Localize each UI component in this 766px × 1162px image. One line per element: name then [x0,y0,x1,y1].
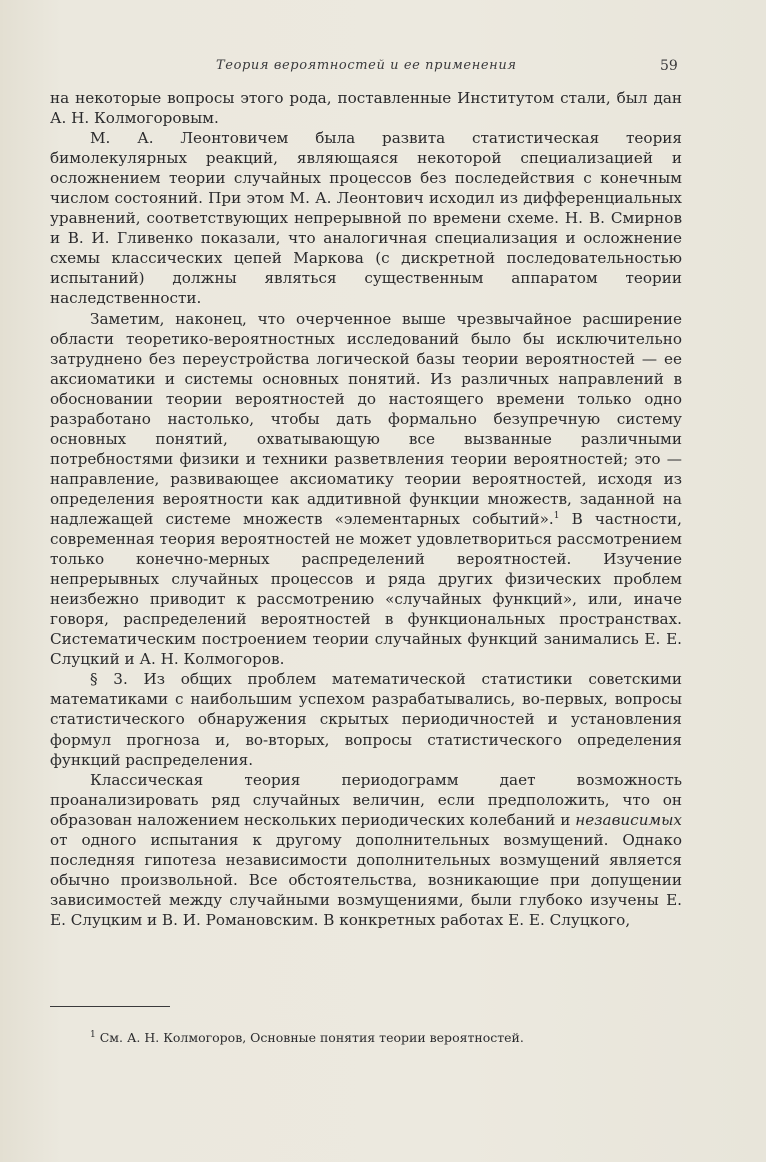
footnote [90,1030,690,1045]
paragraph-axiomatics-part2: В частности, современная теория вероятностей не может удовлетвориться рассмотрением только конечно-мерных распределений вероятностей. Изучение непрерывных случайных процессов и ряда других физических проблем неизбежно приводит к рассмотрению «случайных функций», или, иначе говоря, распределений вероятностей в функциональных пространствах. Систематическим построением теории случайных функций занимались Е. Е. Слуцкий и А. Н. Колмогоров. [50,509,682,669]
running-title: Теория вероятностей и ее применения [216,58,517,73]
paragraph-periodogram-part2: от одного испытания к другому дополнительных возмущений. Однако последняя гипотеза независимости дополнительных возмущений является обычно произвольной. Все обстоятельства, возникающие при допущении зависимостей между случайными возмущениями, были глубоко изучены Е. Е. Слуцким и В. И. Романовским. В конкретных работах Е. Е. Слуцкого, [50,830,682,929]
footnote-reference: 1 [553,510,560,521]
footnote-mark: 1 [90,1029,96,1040]
running-head [0,58,766,80]
paragraph-leontovich: М. А. Леонтовичем была развита статистическая теория бимолекулярных реакций, являющаяся некоторой специализацией и осложнением теории случайных процессов без последействия с конечным числом состояний. При этом М. А. Леонтович исходил из дифференциальных уравнений, соответствующих непрерывной по времени схеме. Н. В. Смирнов и В. И. Гливенко показали, что аналогичная специализация и осложнение схемы классических цепей Маркова (с дискретной последовательностью испытаний) должны являться существенным аппаратом теории наследственности. [50,129,682,308]
page-number: 59 [660,58,678,74]
body-text [50,88,682,930]
footnote-divider [50,1006,170,1007]
paragraph-periodogram-part1: Классическая теория периодограмм дает возможность проанализировать ряд случайных величин, если предположить, что он образован наложением нескольких периодических колебаний и [50,770,682,829]
paragraph-periodogram [50,770,682,930]
paragraph-axiomatics [50,309,682,670]
emphasis-word: независимых [575,810,682,829]
paragraph-section-3: § 3. Из общих проблем математической статистики советскими математиками с наибольшим успехом разрабатывались, во-первых, вопросы статистического обнаружения скрытых периодичностей и установления формул прогноза и, во-вторых, вопросы статистического определения функций распределения. [50,670,682,769]
footnote-text: См. А. Н. Колмогоров, Основные понятия теории вероятностей. [95,1030,524,1045]
paragraph-axiomatics-part1: Заметим, наконец, что очерченное выше чрезвычайное расширение области теоретико-вероятностных исследований было бы исключительно затруднено без переустройства логической базы теории вероятностей — ее аксиоматики и системы основных понятий. Из различных направлений в обосновании теории вероятностей до настоящего времени только одно разработано настолько, чтобы дать формально безупречную систему основных понятий, охватывающую все вызванные различными потребностями физики и техники разветвления теории вероятностей; это — направление, развивающее аксиоматику теории вероятностей, исходя из определения вероятности как аддитивной функции множеств, заданной на надлежащей системе множеств «элементарных событий». [50,309,682,528]
paragraph-continuation: на некоторые вопросы этого рода, поставленные Институтом стали, был дан А. Н. Колмогоровым. [50,89,682,128]
